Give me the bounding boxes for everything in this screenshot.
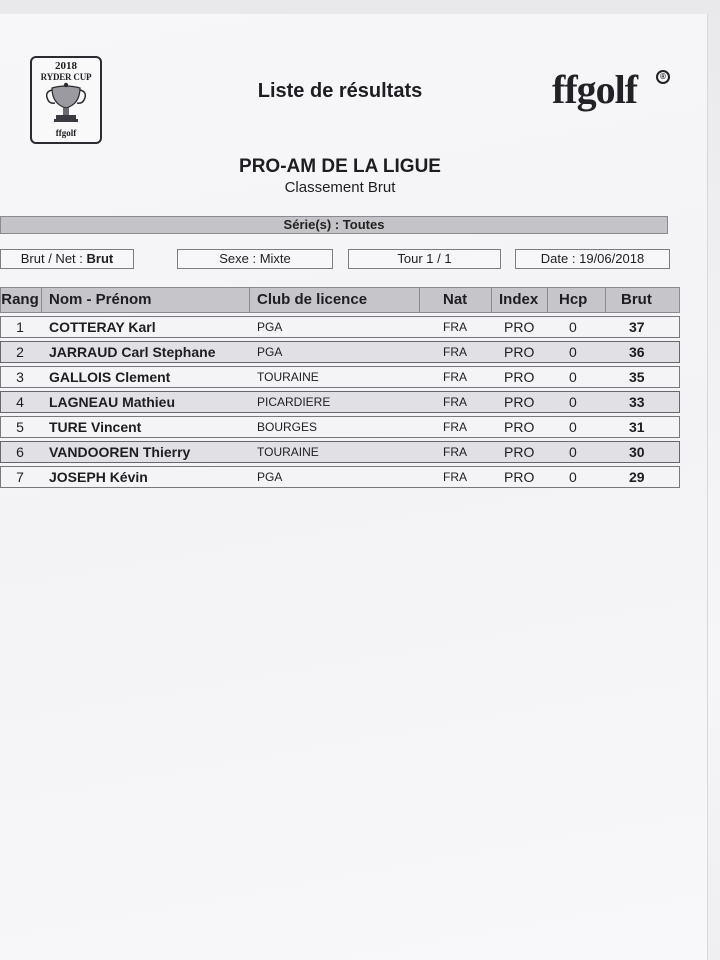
cell-rang: 5	[16, 419, 24, 435]
cell-brut: 35	[629, 369, 645, 385]
cell-nat: FRA	[443, 445, 467, 459]
cell-club: BOURGES	[257, 420, 318, 434]
cell-club: PGA	[257, 345, 283, 359]
cell-hcp: 0	[569, 344, 577, 360]
document-title: Liste de résultats	[257, 80, 423, 102]
table-row	[0, 441, 680, 463]
table-header	[0, 287, 680, 313]
results-table	[0, 287, 680, 488]
cell-club: TOURAINE	[257, 445, 319, 459]
cell-index: PRO	[504, 469, 535, 485]
cell-nat: FRA	[443, 320, 467, 334]
logo-org: ffgolf	[55, 128, 77, 138]
filter-date-label: Date :	[540, 251, 576, 266]
cell-brut: 29	[629, 469, 645, 485]
cell-rang: 1	[16, 319, 24, 335]
logo-event: RYDER CUP	[40, 72, 92, 82]
event-title: PRO-AM DE LA LIGUE	[239, 156, 441, 177]
results-sheet	[0, 14, 708, 960]
cell-brut: 30	[629, 444, 645, 460]
cell-name: LAGNEAU Mathieu	[49, 394, 175, 410]
cell-name: JOSEPH Kévin	[49, 469, 148, 485]
cell-hcp: 0	[569, 394, 577, 410]
cell-nat: FRA	[443, 370, 467, 384]
table-row	[0, 341, 680, 363]
cell-club: PICARDIERE	[257, 395, 331, 409]
cell-name: VANDOOREN Thierry	[49, 444, 191, 460]
cell-brut: 36	[629, 344, 645, 360]
filter-brut-net-value: Brut	[86, 251, 114, 266]
ryder-cup-logo	[30, 56, 102, 144]
cell-rang: 6	[16, 444, 24, 460]
cell-rang: 2	[16, 344, 24, 360]
cell-club: TOURAINE	[257, 370, 319, 384]
header-index: Index	[499, 291, 539, 308]
cell-brut: 31	[629, 419, 645, 435]
table-row	[0, 466, 680, 488]
cell-index: PRO	[504, 344, 535, 360]
cell-nat: FRA	[443, 395, 467, 409]
header-brut: Brut	[621, 291, 652, 308]
cell-club: PGA	[257, 470, 283, 484]
trophy-icon	[44, 82, 88, 128]
logo-year: 2018	[55, 60, 77, 72]
table-row	[0, 316, 680, 338]
cell-index: PRO	[504, 369, 535, 385]
header-club: Club de licence	[257, 291, 368, 308]
cell-rang: 4	[16, 394, 24, 410]
ffgolf-logo: ffgolf	[552, 67, 638, 112]
filter-date	[515, 249, 670, 269]
cell-nat: FRA	[443, 470, 467, 484]
cell-nat: FRA	[443, 420, 467, 434]
cell-rang: 3	[16, 369, 24, 385]
table-row	[0, 416, 680, 438]
table-row	[0, 366, 680, 388]
header-name: Nom - Prénom	[49, 291, 152, 308]
filter-tour: Tour 1 / 1	[348, 249, 501, 269]
header-hcp: Hcp	[559, 291, 588, 308]
header-nat: Nat	[443, 291, 468, 308]
cell-name: COTTERAY Karl	[49, 319, 156, 335]
cell-hcp: 0	[569, 419, 577, 435]
cell-rang: 7	[16, 469, 24, 485]
cell-brut: 33	[629, 394, 645, 410]
cell-nat: FRA	[443, 345, 467, 359]
cell-brut: 37	[629, 319, 645, 335]
cell-hcp: 0	[569, 319, 577, 335]
cell-hcp: 0	[569, 444, 577, 460]
cell-hcp: 0	[569, 369, 577, 385]
cell-name: GALLOIS Clement	[49, 369, 171, 385]
event-subtitle: Classement Brut	[284, 179, 396, 196]
cell-index: PRO	[504, 394, 535, 410]
cell-hcp: 0	[569, 469, 577, 485]
filter-sexe-label: Sexe :	[219, 251, 257, 266]
cell-name: JARRAUD Carl Stephane	[49, 344, 216, 360]
filter-sexe	[177, 249, 333, 269]
cell-index: PRO	[504, 319, 535, 335]
registered-mark-icon: ®	[656, 70, 670, 84]
cell-index: PRO	[504, 419, 535, 435]
header-rang: Rang	[1, 291, 39, 308]
filter-brut-net-label: Brut / Net :	[20, 251, 83, 266]
series-bar: Série(s) : Toutes	[0, 216, 668, 234]
filter-brut-net	[0, 249, 134, 269]
filter-sexe-value: Mixte	[259, 251, 291, 266]
cell-name: TURE Vincent	[49, 419, 142, 435]
cell-index: PRO	[504, 444, 535, 460]
table-row	[0, 391, 680, 413]
cell-club: PGA	[257, 320, 283, 334]
filter-date-value: 19/06/2018	[579, 251, 645, 266]
